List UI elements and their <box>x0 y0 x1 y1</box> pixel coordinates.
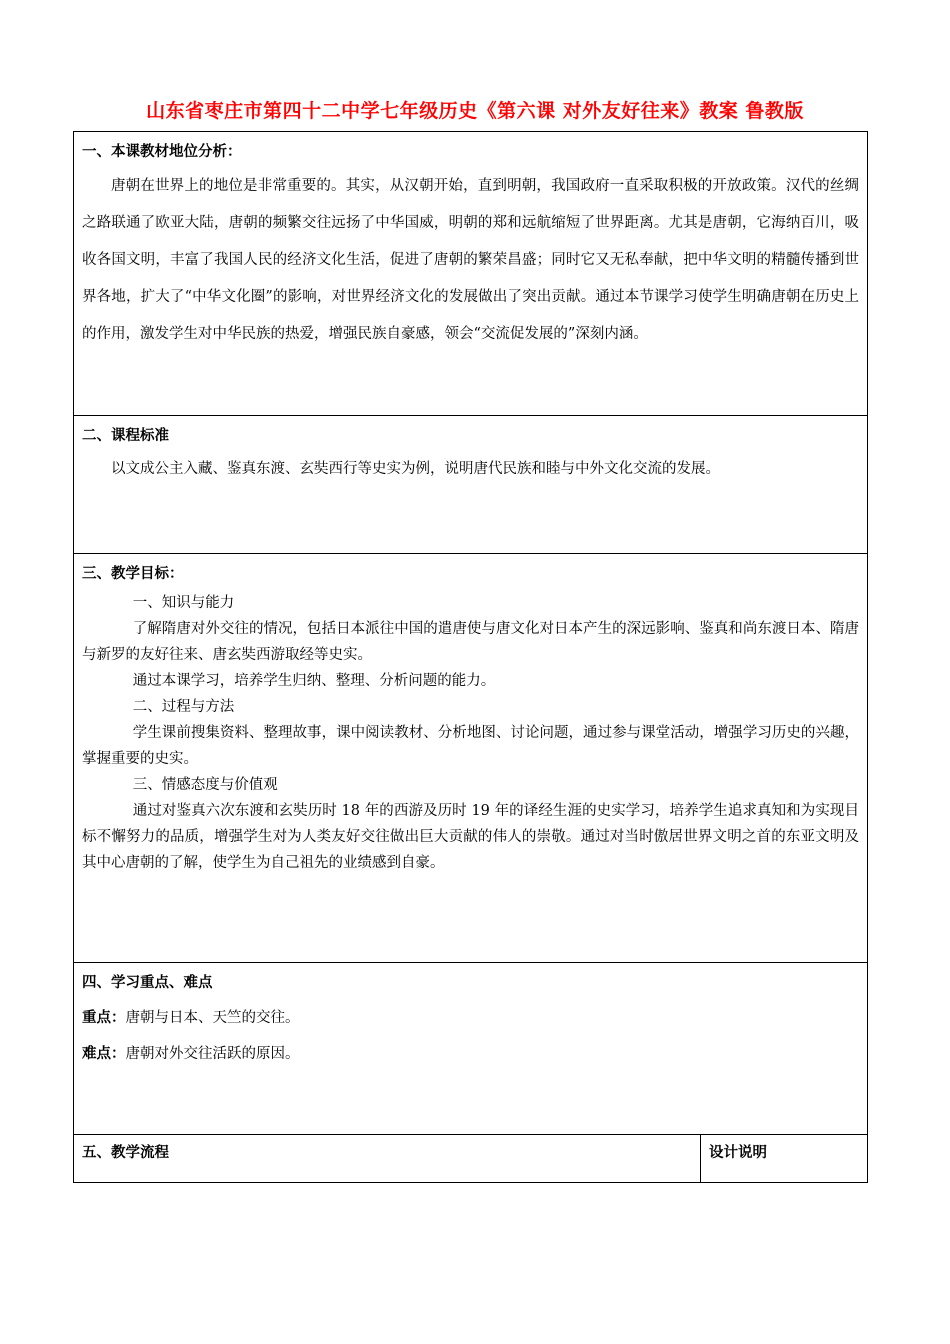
section-heading: 三、教学目标： <box>82 565 184 582</box>
key-point-text: 唐朝与日本、天竺的交往。 <box>125 1010 300 1026</box>
key-point-label: 重点： <box>82 1009 126 1026</box>
goals-list <box>82 590 859 876</box>
section-curriculum-standard <box>74 416 868 554</box>
difficult-point-label: 难点： <box>82 1045 126 1062</box>
section-heading: 一、本课教材地位分析： <box>82 143 242 160</box>
goal-subheading: 三、情感态度与价值观 <box>132 777 278 793</box>
section-heading: 二、课程标准 <box>82 427 169 444</box>
document-title: 山东省枣庄市第四十二中学七年级历史《第六课 对外友好往来》教案 鲁教版 <box>146 100 804 122</box>
goal-text: 通过本课学习，培养学生归纳、整理、分析问题的能力。 <box>132 673 496 689</box>
section-heading: 四、学习重点、难点 <box>82 974 213 991</box>
section-body: 唐朝在世界上的地位是非常重要的。其实，从汉朝开始，直到明朝，我国政府一直采取积极的开放政策。汉代的丝绸之路联通了欧亚大陆，唐朝的频繁交往远扬了中华国威，明朝的郑和远航缩短了世界距离。尤其是唐朝，它海纳百川，吸收各国文明，丰富了我国人民的经济文化生活，促进了唐朝的繁荣昌盛；同时它又无私奉献，把中华文明的精髓传播到世界各地，扩大了“中华文化圈”的影响，对世界经济文化的发展做出了突出贡献。通过本节课学习使学生明确唐朝在历史上的作用，激发学生对中华民族的热爱，增强民族自豪感，领会“交流促发展的”深刻内涵。 <box>82 178 860 342</box>
design-notes-heading: 设计说明 <box>709 1144 767 1161</box>
goal-text: 通过对鉴真六次东渡和玄奘历时 18 年的西游及历时 19 年的译经生涯的史实学习，培养学生追求真知和为实现目标不懈努力的品质，增强学生对为人类友好交往做出巨大贡献的伟人的崇敬。通过对当时傲居世界文明之首的东亚文明及其中心唐朝的了解，使学生为自己祖先的业绩感到自豪。 <box>82 803 860 871</box>
section-body: 以文成公主入藏、鉴真东渡、玄奘西行等史实为例，说明唐代民族和睦与中外文化交流的发展。 <box>111 461 720 477</box>
difficult-point-text: 唐朝对外交往活跃的原因。 <box>125 1046 300 1062</box>
goal-text: 学生课前搜集资料、整理故事，课中阅读教材、分析地图、讨论问题，通过参与课堂活动，增强学习历史的兴趣，掌握重要的史实。 <box>82 725 860 767</box>
goal-text: 了解隋唐对外交往的情况，包括日本派往中国的遣唐使与唐文化对日本产生的深远影响、鉴真和尚东渡日本、隋唐与新罗的友好往来、唐玄奘西游取经等史实。 <box>82 621 860 663</box>
goal-subheading: 一、知识与能力 <box>132 595 235 611</box>
difficult-point <box>82 1043 859 1065</box>
lesson-plan-table <box>73 131 868 1183</box>
goal-subheading: 二、过程与方法 <box>132 699 235 715</box>
section-teaching-flow <box>74 1135 868 1183</box>
section-heading: 五、教学流程 <box>82 1144 169 1161</box>
section-teaching-goals <box>74 554 868 963</box>
key-point <box>82 1007 859 1029</box>
section-key-points <box>74 963 868 1135</box>
section-material-analysis <box>74 132 868 416</box>
